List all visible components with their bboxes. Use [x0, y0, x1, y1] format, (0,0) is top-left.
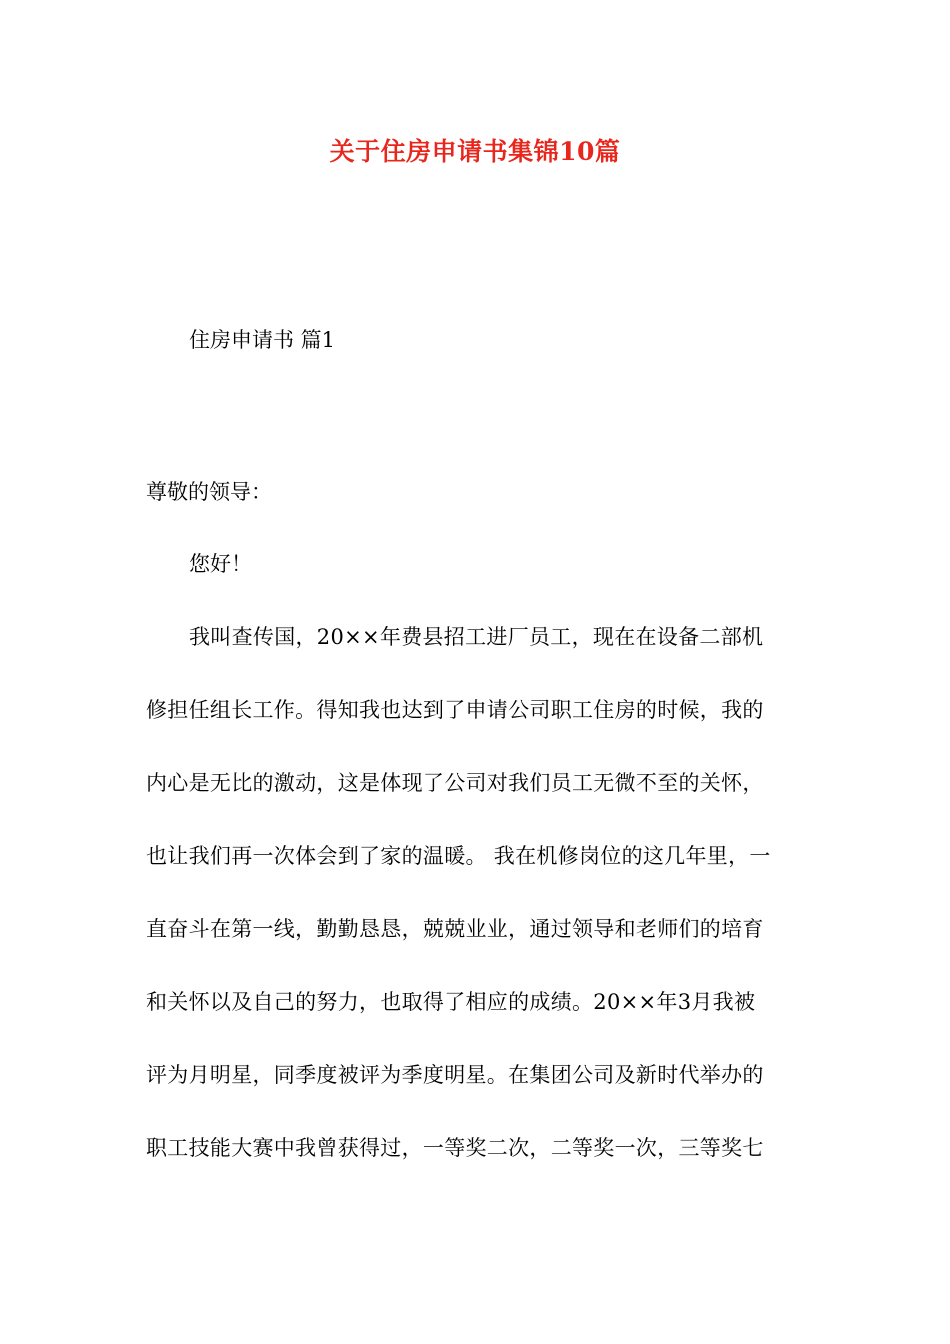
body-line: 修担任组长工作。得知我也达到了申请公司职工住房的时候，我的	[146, 698, 764, 722]
body-line: 职工技能大赛中我曾获得过，一等奖二次，二等奖一次，三等奖七	[146, 1136, 764, 1160]
body-line: 评为月明星，同季度被评为季度明星。在集团公司及新时代举办的	[146, 1063, 764, 1087]
body-paragraph	[146, 621, 806, 1205]
body-line: 内心是无比的激动，这是体现了公司对我们员工无微不至的关怀，	[146, 771, 764, 795]
body-line: 也让我们再一次体会到了家的温暖。 我在机修岗位的这几年里，一	[146, 844, 771, 868]
greeting: 您好！	[189, 552, 252, 576]
body-line: 和关怀以及自己的努力，也取得了相应的成绩。20××年3月我被	[146, 990, 756, 1014]
section-heading: 住房申请书 篇1	[189, 328, 336, 352]
body-line: 我叫查传国，20××年费县招工进厂员工，现在在设备二部机	[189, 625, 764, 649]
document-title: 关于住房申请书集锦10篇	[329, 137, 621, 166]
body-line: 直奋斗在第一线，勤勤恳恳，兢兢业业，通过领导和老师们的培育	[146, 917, 764, 941]
salutation: 尊敬的领导：	[146, 480, 272, 504]
